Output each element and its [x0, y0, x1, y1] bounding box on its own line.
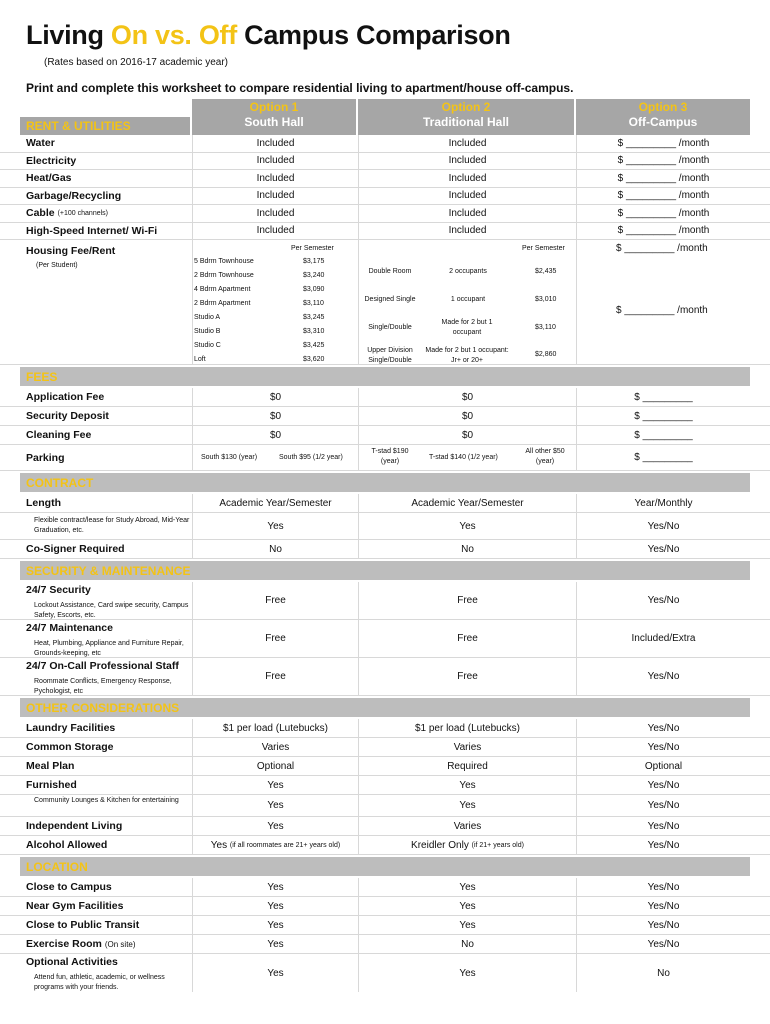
option-2-value: Included — [358, 153, 576, 170]
parking-rate: T-stad $190 (year) — [371, 448, 409, 465]
option-3-value: Yes/No — [576, 776, 750, 794]
section-title: FEES — [26, 370, 58, 384]
section-title: RENT & UTILITIES — [26, 119, 131, 133]
rate-occupancy: Made for 2 but 1 occupant: Jr+ or 20+ — [425, 347, 509, 364]
option-2-value: Yes — [358, 897, 576, 915]
rate-room: 2 Bdrm Apartment — [194, 300, 251, 307]
option-2-value: Required — [358, 757, 576, 775]
section-rent-utilities — [20, 117, 190, 135]
per-semester-label: Per Semester — [291, 245, 334, 252]
option-2-value: $1 per load (Lutebucks) — [358, 719, 576, 737]
instruction: Print and complete this worksheet to compare residential living to apartment/house off-campus. — [26, 81, 574, 95]
row-label — [26, 153, 190, 170]
table-row — [0, 170, 770, 188]
row-label — [26, 170, 190, 187]
row-note: Roommate Conflicts, Emergency Response, Pychologist, etc — [34, 678, 172, 695]
row-label-text: Heat/Gas — [26, 172, 72, 185]
table-row — [0, 776, 770, 795]
rent-blank-top: $ _________ /month — [616, 243, 708, 254]
option-1-value: Yes — [192, 776, 358, 794]
table-row — [0, 205, 770, 223]
option-3-value: Yes/No — [576, 658, 750, 695]
option-1-value: Free — [192, 582, 358, 619]
rate-price: $3,175 — [303, 258, 325, 265]
rate-price: $3,010 — [535, 296, 557, 303]
section-title: LOCATION — [26, 860, 88, 874]
option-3-value: Included/Extra — [576, 620, 750, 657]
row-label: Near Gym Facilities — [26, 900, 124, 912]
row-label: Close to Campus — [26, 881, 112, 893]
option-1-value: Included — [192, 223, 358, 240]
option-number: Option 2 — [441, 100, 491, 114]
option-3-blank: $ _________ /month — [576, 170, 750, 187]
rates-note: (Rates based on 2016-17 academic year) — [44, 57, 228, 68]
option-2-value: Varies — [358, 817, 576, 835]
rate-room: Studio C — [194, 342, 221, 349]
row-label: Length — [26, 497, 61, 509]
option-3-value: Yes/No — [576, 582, 750, 619]
table-row — [0, 817, 770, 836]
row-label: Common Storage — [26, 741, 114, 753]
option-3-value: Yes/No — [576, 935, 750, 953]
row-label: Cleaning Fee — [26, 429, 92, 441]
row-label: Meal Plan — [26, 760, 75, 772]
option-1-value: Varies — [192, 738, 358, 756]
section-location — [20, 857, 750, 876]
option-2-value: Included — [358, 223, 576, 240]
option-1-value: $0 — [192, 388, 358, 406]
table-row — [0, 897, 770, 916]
rate-price: $3,620 — [303, 356, 325, 363]
option-1-value: Yes — [192, 878, 358, 896]
option-1-value: Yes — [192, 916, 358, 934]
table-row — [0, 407, 770, 426]
option-3-value: Optional — [576, 757, 750, 775]
table-row — [0, 738, 770, 757]
option-1-value: Free — [192, 620, 358, 657]
row-note: Community Lounges & Kitchen for entertaining — [34, 797, 179, 804]
row-label: Laundry Facilities — [26, 722, 116, 734]
option-2-value: Free — [358, 620, 576, 657]
rate-room: Loft — [194, 356, 206, 363]
table-row — [0, 878, 770, 897]
option-1-value: Academic Year/Semester — [192, 494, 358, 512]
option-1-value: Yes — [192, 513, 358, 539]
rate-room: 4 Bdrm Apartment — [194, 286, 251, 293]
rate-price: $3,090 — [303, 286, 325, 293]
row-label: Alcohol Allowed — [26, 839, 108, 851]
option-3-blank: $ _________ /month — [576, 153, 750, 170]
option-3-blank: $ _________ — [576, 426, 750, 444]
option-2-value: Yes — [358, 795, 576, 816]
value-note: (if all roommates are 21+ years old) — [229, 841, 341, 849]
option-3-value: Yes/No — [576, 878, 750, 896]
row-label-text: Cable — [26, 207, 55, 220]
section-title: SECURITY & MAINTENANCE — [26, 564, 191, 578]
option-3-value: Yes/No — [576, 897, 750, 915]
option-2-value: Yes — [358, 878, 576, 896]
table-row — [0, 582, 770, 620]
rate-price: $3,310 — [303, 328, 325, 335]
table-row — [0, 916, 770, 935]
option-2-value: Free — [358, 582, 576, 619]
row-label: Independent Living — [26, 820, 123, 832]
title-highlight: On vs. Off — [110, 20, 237, 50]
option-2-header — [358, 99, 574, 135]
option-2-value: Included — [358, 205, 576, 222]
row-label — [26, 935, 190, 953]
table-row — [0, 494, 770, 513]
option-3-value: Yes/No — [576, 916, 750, 934]
table-row — [0, 153, 770, 171]
housing-fee-row — [0, 240, 770, 365]
section-security-maintenance — [20, 561, 750, 580]
row-label: Security Deposit — [26, 410, 109, 422]
rate-room: Double Room — [368, 268, 412, 275]
section-contract — [20, 473, 750, 492]
option-3-blank: $ _________ — [576, 407, 750, 425]
title-suffix: Campus Comparison — [236, 20, 511, 50]
table-row — [0, 135, 770, 153]
option-3-value: Yes/No — [576, 795, 750, 816]
option-name: Off-Campus — [628, 115, 698, 129]
option-2-value — [358, 836, 576, 854]
column-header — [0, 99, 770, 135]
row-label-text: Garbage/Recycling — [26, 189, 122, 202]
option-name: Traditional Hall — [422, 115, 509, 129]
value-text: Yes — [210, 839, 228, 851]
row-label: Co-Signer Required — [26, 543, 125, 555]
option-2-value: Included — [358, 170, 576, 187]
section-fees — [20, 367, 750, 386]
rate-price: $3,240 — [303, 272, 325, 279]
option-3-value: Yes/No — [576, 540, 750, 558]
row-label — [26, 205, 190, 222]
table-row — [0, 757, 770, 776]
option-number: Option 3 — [638, 100, 688, 114]
option-1-value: Included — [192, 135, 358, 152]
title-prefix: Living — [26, 20, 111, 50]
rate-price: $3,110 — [303, 300, 324, 307]
row-label: 24/7 Security — [26, 584, 91, 596]
option-1-value: $1 per load (Lutebucks) — [192, 719, 358, 737]
row-label-text: Exercise Room — [26, 938, 102, 950]
row-note: Attend fun, athletic, academic, or wellness programs with your friends. — [34, 974, 165, 991]
row-label: 24/7 On-Call Professional Staff — [26, 660, 179, 672]
option-3-blank: $ _________ — [576, 445, 750, 470]
option-3-blank: $ _________ /month — [576, 188, 750, 205]
table-row — [0, 935, 770, 954]
south-hall-rates — [192, 240, 358, 364]
option-2-value: $0 — [358, 407, 576, 425]
rate-room: Studio A — [194, 314, 221, 321]
rate-price: $2,860 — [535, 351, 557, 358]
option-3-value: No — [576, 954, 750, 992]
table-row — [0, 388, 770, 407]
row-label-text: High-Speed Internet/ Wi-Fi — [26, 224, 158, 237]
option-2-value: Yes — [358, 916, 576, 934]
rate-room: Upper Division Single/Double — [367, 347, 413, 364]
parking-rate: South $95 (1/2 year) — [279, 454, 343, 461]
option-2-value: $0 — [358, 388, 576, 406]
rate-occupancy: Made for 2 but 1 occupant — [441, 319, 493, 336]
row-label — [26, 188, 190, 205]
option-2-value: Yes — [358, 776, 576, 794]
row-label-note: (On site) — [104, 939, 136, 949]
option-3-header — [576, 99, 750, 135]
table-row — [0, 445, 770, 471]
row-label-text: Electricity — [26, 154, 77, 167]
rate-price: $3,425 — [303, 342, 325, 349]
parking-rate: All other $50 (year) — [525, 448, 565, 465]
option-1-value: Yes — [192, 954, 358, 992]
rate-room: Studio B — [194, 328, 221, 335]
option-1-header — [192, 99, 356, 135]
option-2-value: Included — [358, 188, 576, 205]
row-label: 24/7 Maintenance — [26, 622, 113, 634]
option-2-value: Academic Year/Semester — [358, 494, 576, 512]
option-2-value: Yes — [358, 954, 576, 992]
table-row — [0, 223, 770, 241]
rate-room: Designed Single — [364, 296, 416, 303]
traditional-hall-rates — [358, 240, 576, 364]
option-3-blank: $ _________ /month — [576, 205, 750, 222]
option-1-value: Yes — [192, 795, 358, 816]
option-1-value: Optional — [192, 757, 358, 775]
row-label: Optional Activities — [26, 956, 118, 968]
value-text: Kreidler Only — [411, 839, 469, 851]
option-1-parking — [192, 445, 358, 470]
per-student-note: (Per Student) — [36, 262, 78, 269]
option-3-value: Yes/No — [576, 513, 750, 539]
option-1-value: No — [192, 540, 358, 558]
option-1-value: Included — [192, 170, 358, 187]
row-label-note: (+100 channels) — [57, 209, 108, 217]
table-row — [0, 836, 770, 855]
option-3-value: Yes/No — [576, 738, 750, 756]
rate-price: $2,435 — [535, 268, 557, 275]
table-row — [0, 719, 770, 738]
rate-room: Single/Double — [368, 324, 412, 331]
row-note: Lockout Assistance, Card swipe security, Campus Safety, Escorts, etc. — [34, 602, 189, 619]
rent-blank: $ _________ /month — [616, 305, 708, 316]
option-1-value: Yes — [192, 897, 358, 915]
rate-room: 2 Bdrm Townhouse — [194, 272, 254, 279]
value-note: (if 21+ years old) — [471, 841, 524, 849]
row-label: Close to Public Transit — [26, 919, 140, 931]
option-2-value: Varies — [358, 738, 576, 756]
per-semester-label: Per Semester — [522, 245, 565, 252]
row-label — [26, 135, 190, 152]
table-row — [0, 513, 770, 540]
option-2-parking — [358, 445, 576, 470]
option-3-value: Year/Monthly — [576, 494, 750, 512]
parking-rate: T-stad $140 (1/2 year) — [429, 454, 498, 461]
rate-occupancy: 1 occupant — [450, 296, 486, 303]
row-note: Heat, Plumbing, Appliance and Furniture Repair, Grounds-keeping, etc — [34, 640, 184, 657]
option-number: Option 1 — [249, 100, 299, 114]
row-label — [26, 223, 190, 240]
option-2-value: No — [358, 540, 576, 558]
parking-rate: South $130 (year) — [201, 454, 258, 461]
option-2-value: Yes — [358, 513, 576, 539]
row-label: Parking — [26, 451, 65, 464]
rate-occupancy: 2 occupants — [449, 268, 487, 275]
row-label: Furnished — [26, 779, 77, 791]
option-1-value: $0 — [192, 407, 358, 425]
row-note: Flexible contract/lease for Study Abroad, Mid-Year Graduation, etc. — [34, 517, 190, 534]
option-1-value: $0 — [192, 426, 358, 444]
option-3-value: Yes/No — [576, 719, 750, 737]
option-1-value: Yes — [192, 935, 358, 953]
row-label: Housing Fee/Rent — [26, 245, 116, 257]
table-row — [0, 188, 770, 206]
table-row — [0, 954, 770, 992]
row-label: Application Fee — [26, 391, 105, 403]
option-2-value: Included — [358, 135, 576, 152]
section-title: CONTRACT — [26, 476, 94, 490]
option-name: South Hall — [244, 115, 304, 129]
table-row — [0, 795, 770, 817]
table-row — [0, 540, 770, 559]
option-1-value: Free — [192, 658, 358, 695]
option-1-value — [192, 836, 358, 854]
option-3-blank: $ _________ /month — [576, 135, 750, 152]
rate-price: $3,110 — [535, 324, 556, 331]
option-1-value: Yes — [192, 817, 358, 835]
option-2-value: Free — [358, 658, 576, 695]
option-1-value: Included — [192, 205, 358, 222]
row-label-text: Water — [26, 137, 55, 150]
section-other-considerations — [20, 698, 750, 717]
option-1-value: Included — [192, 188, 358, 205]
off-campus-rent — [576, 240, 750, 364]
table-row — [0, 426, 770, 445]
rate-price: $3,245 — [303, 314, 325, 321]
option-2-value: $0 — [358, 426, 576, 444]
page-title — [26, 20, 511, 51]
option-3-blank: $ _________ — [576, 388, 750, 406]
option-3-blank: $ _________ /month — [576, 223, 750, 240]
rate-room: 5 Bdrm Townhouse — [194, 258, 254, 265]
table-row — [0, 658, 770, 696]
option-3-value: Yes/No — [576, 817, 750, 835]
option-3-value: Yes/No — [576, 836, 750, 854]
comparison-worksheet — [0, 99, 770, 992]
option-2-value: No — [358, 935, 576, 953]
option-1-value: Included — [192, 153, 358, 170]
table-row — [0, 620, 770, 658]
section-title: OTHER CONSIDERATIONS — [26, 701, 180, 715]
